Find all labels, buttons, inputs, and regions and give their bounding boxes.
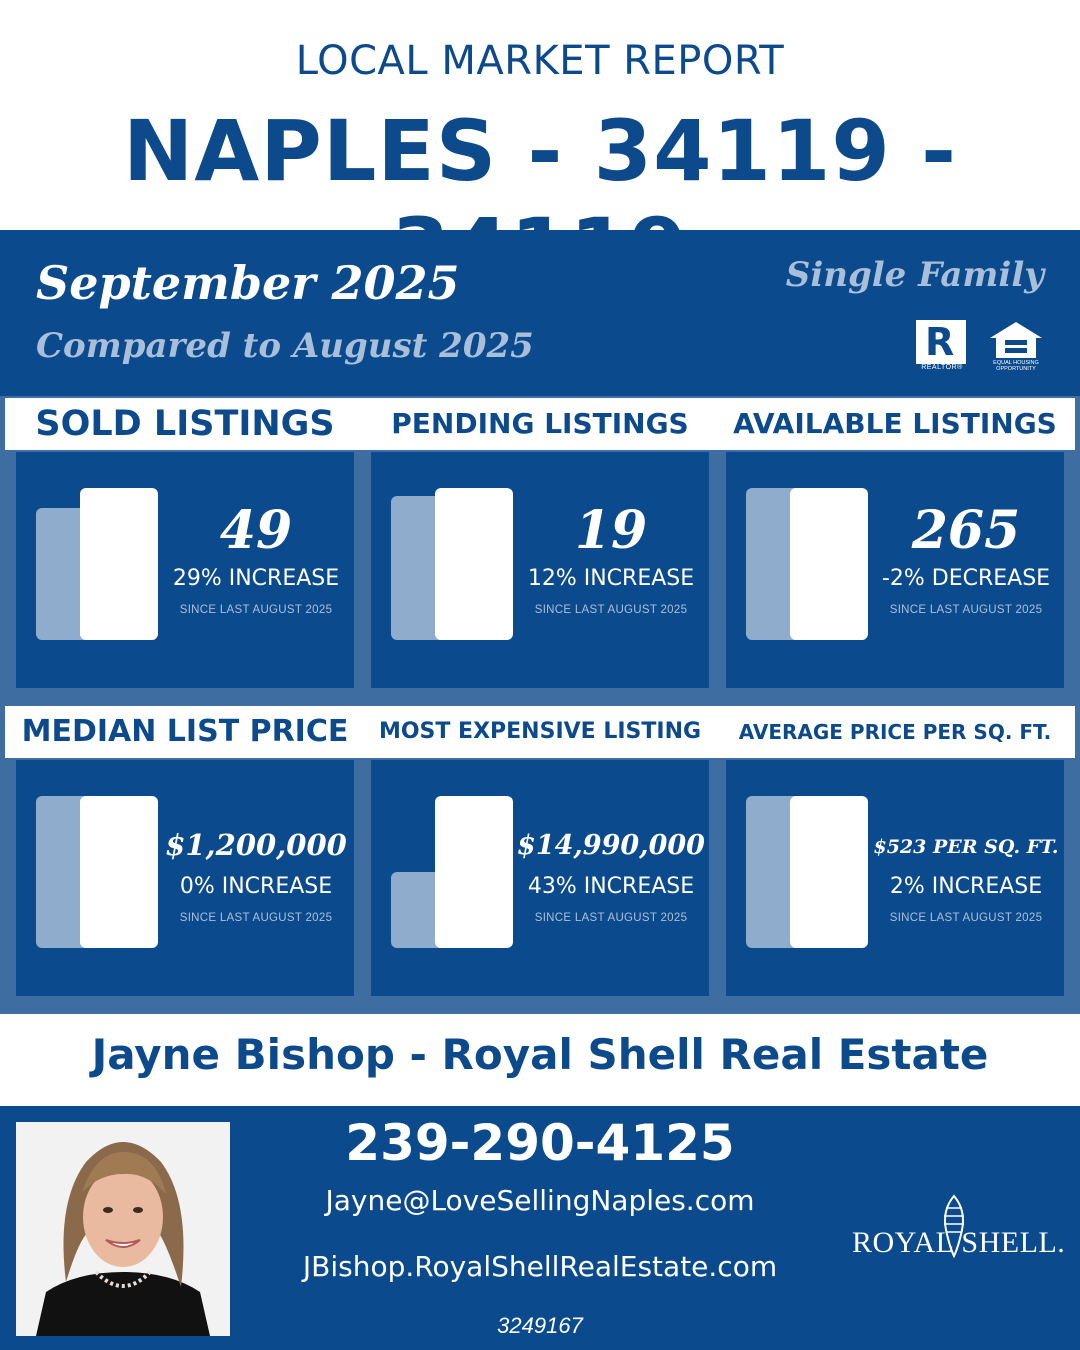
agent-name: Jayne Bishop - Royal Shell Real Estate	[91, 1030, 989, 1079]
report-month: September 2025	[36, 256, 460, 310]
stat-card-pending	[371, 452, 709, 688]
stat-value: 19	[574, 500, 648, 561]
equal-housing-icon	[988, 320, 1044, 360]
agent-phone[interactable]: 239-290-4125	[345, 1114, 735, 1172]
comparison-period: Compared to August 2025	[36, 326, 534, 366]
stat-change: 29% INCREASE	[172, 566, 340, 591]
stat-value: 49	[219, 500, 293, 561]
comparison-bar-current	[790, 488, 868, 640]
comparison-bar-current	[435, 796, 513, 948]
label-average-price-sqft: AVERAGE PRICE PER SQ. FT.	[738, 720, 1052, 744]
label-sold-listings: SOLD LISTINGS	[35, 404, 335, 444]
label-available-listings: AVAILABLE LISTINGS	[733, 407, 1057, 440]
realtor-caption: REALTOR®	[921, 364, 963, 371]
stat-card-most-expensive	[371, 760, 709, 996]
stat-value: $14,990,000	[517, 830, 705, 861]
license-number: 3249167	[497, 1313, 583, 1338]
comparison-bar-current	[790, 796, 868, 948]
stat-change: 12% INCREASE	[527, 566, 695, 591]
equal-housing-caption: EQUAL HOUSING OPPORTUNITY	[993, 360, 1039, 372]
stat-value: $1,200,000	[165, 828, 347, 862]
stat-change: 0% INCREASE	[179, 874, 333, 899]
stat-change: 2% INCREASE	[889, 874, 1043, 899]
stat-since: SINCE LAST AUGUST 2025	[534, 912, 688, 924]
stat-card-sold	[16, 452, 354, 688]
report-subtitle: LOCAL MARKET REPORT	[295, 38, 785, 84]
stat-value: 265	[911, 500, 1021, 561]
stat-card-available	[726, 452, 1064, 688]
label-bar-row1	[5, 398, 1075, 450]
comparison-bar-current	[80, 796, 158, 948]
stat-since: SINCE LAST AUGUST 2025	[889, 604, 1043, 616]
label-pending-listings: PENDING LISTINGS	[391, 407, 689, 440]
stat-since: SINCE LAST AUGUST 2025	[534, 604, 688, 616]
stat-since: SINCE LAST AUGUST 2025	[179, 912, 333, 924]
stat-since: SINCE LAST AUGUST 2025	[179, 604, 333, 616]
label-most-expensive-listing: MOST EXPENSIVE LISTING	[378, 719, 702, 744]
stat-card-median-price	[16, 760, 354, 996]
property-type: Single Family	[785, 255, 1044, 295]
stat-card-price-per-sqft	[726, 760, 1064, 996]
stat-since: SINCE LAST AUGUST 2025	[889, 912, 1043, 924]
stat-value: $523 PER SQ. FT.	[873, 836, 1059, 858]
stat-change: -2% DECREASE	[881, 566, 1051, 591]
realtor-logo-icon: R	[916, 320, 966, 364]
report-title: NAPLES - 34119 -	[123, 102, 957, 200]
label-median-list-price: MEDIAN LIST PRICE	[21, 714, 349, 749]
agent-website[interactable]: JBishop.RoyalShellRealEstate.com	[302, 1250, 778, 1283]
label-bar-row2	[5, 706, 1075, 758]
agent-email[interactable]: Jayne@LoveSellingNaples.com	[325, 1184, 755, 1217]
comparison-bar-current	[80, 488, 158, 640]
royal-shell-wordmark: ROYAL SHELL.	[852, 1226, 1066, 1259]
stat-change: 43% INCREASE	[527, 874, 695, 899]
comparison-bar-current	[435, 488, 513, 640]
